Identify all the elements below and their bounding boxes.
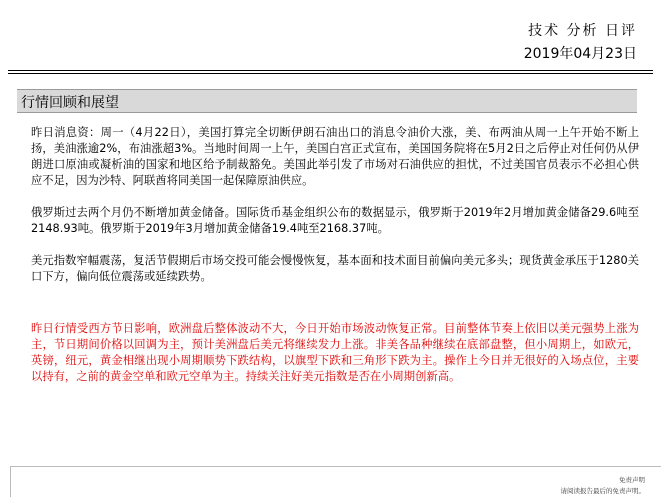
footer-disclaimer-title: 免责声明 [619,476,645,484]
footer-disclaimer-note: 请阅读报告最后的免责声明。 [560,487,645,495]
paragraph-market-review: 昨日行情受西方节日影响，欧洲盘后整体波动不大，今日开始市场波动恢复正常。目前整体节奏上依旧以美元强势上涨为主，节日期间价格以回调为主，预计美洲盘后美元将继续发力上涨。非美各品种继续在底部盘整，但小周期上，如欧元，英镑，纽元，黄金相继出现小周期顺势下跌结构，以旗型下跌和三角形下跌为主。操作上今日并无很好的入场点位，主要以持有，之前的黄金空单和欧元空单为主。持续关注好美元指数是否在小周期创新高。 [31,322,639,383]
report-content [31,125,639,401]
section-bar [17,89,637,113]
divider-top [8,70,653,71]
divider-bottom [8,73,653,74]
header-date: 2019年04月23日 [523,46,637,62]
paragraph-news: 昨日消息资：周一（4月22日），美国打算完全切断伊朗石油出口的消息令油价大涨，美、布两油从周一上午开始不断上扬，美油涨逾2%，布油涨超3%。当地时间周一上午，美国白宫正式宣布，美国国务院将在5月2日之后停止对任何仍从伊朗进口原油或凝析油的国家和地区给予制裁豁免。美国此举引发了市场对石油供应的担忧，不过美国官员表示不必担心供应不足，因为沙特、阿联酋将同美国一起保障原油供应。 [31,126,639,187]
paragraph-usd-outlook: 美元指数窄幅震荡，复活节假期后市场交投可能会慢慢恢复，基本面和技术面目前偏向美元多头；现货黄金承压于1280关口下方，偏向低位震荡或延续跌势。 [31,254,639,283]
paragraph-gold-reserves: 俄罗斯过去两个月仍不断增加黄金储备。国际货币基金组织公布的数据显示，俄罗斯于2019年2月增加黄金储备29.6吨至2148.93吨。俄罗斯于2019年3月增加黄金储备19.4吨至2168.37吨。 [31,206,639,235]
section-title: 行情回顾和展望 [21,95,119,111]
header-title: 技术 分析 日评 [528,23,637,39]
